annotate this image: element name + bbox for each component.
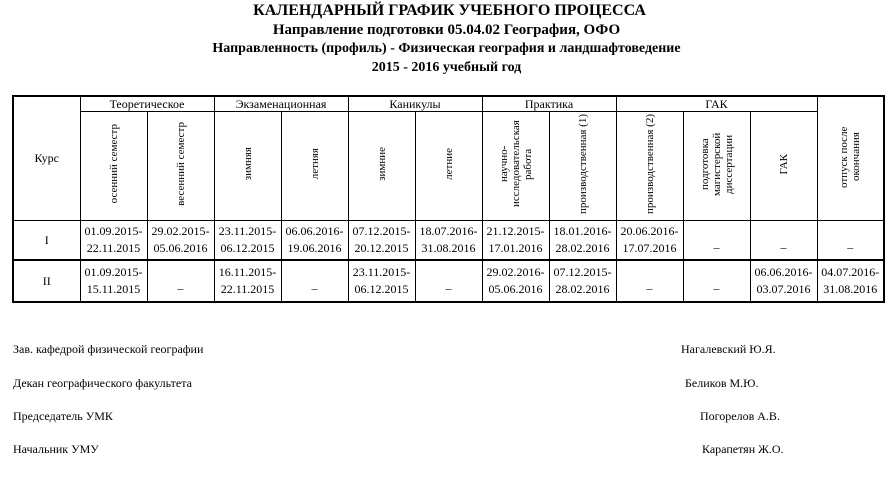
signature-role: Зав. кафедрой физической географии (13, 342, 204, 356)
subhead-production1: производственная (1) (549, 112, 616, 221)
date-cell: 20.06.2016- 17.07.2016 (616, 221, 683, 261)
academic-year: 2015 - 2016 учебный год (371, 60, 522, 75)
table-row (13, 221, 884, 261)
date-cell: – (683, 221, 750, 261)
date-cell: 18.07.2016- 31.08.2016 (415, 221, 482, 261)
date-cell: – (750, 221, 817, 261)
subhead-hol-summer: летние (415, 112, 482, 221)
subhead-leave: отпуск после окончания (817, 96, 884, 221)
date-cell: – (616, 260, 683, 302)
page-title: КАЛЕНДАРНЫЙ ГРАФИК УЧЕБНОГО ПРОЦЕССА (253, 2, 646, 19)
date-cell: 07.12.2015- 28.02.2016 (549, 260, 616, 302)
signature-name: Нагалевский Ю.Я. (681, 342, 776, 356)
date-cell: 29.02.2016- 05.06.2016 (482, 260, 549, 302)
date-cell: – (147, 260, 214, 302)
subhead-production2: производственная (2) (616, 112, 683, 221)
group-holidays: Каникулы (348, 96, 482, 112)
group-gak: ГАК (616, 96, 817, 112)
date-cell: – (683, 260, 750, 302)
signature-name: Погорелов А.В. (700, 409, 780, 423)
date-cell: 18.01.2016- 28.02.2016 (549, 221, 616, 261)
date-cell: 06.06.2016- 19.06.2016 (281, 221, 348, 261)
date-cell: 16.11.2015- 22.11.2015 (214, 260, 281, 302)
signature-role: Начальник УМУ (13, 442, 99, 456)
subhead-hol-winter: зимние (348, 112, 415, 221)
date-cell: 04.07.2016- 31.08.2016 (817, 260, 884, 302)
subhead-exam-summer: летняя (281, 112, 348, 221)
date-cell: – (817, 221, 884, 261)
signature-role: Председатель УМК (13, 409, 113, 423)
date-cell: 29.02.2015- 05.06.2016 (147, 221, 214, 261)
course-cell: II (13, 260, 80, 302)
signature-role: Декан географического факультета (13, 376, 192, 390)
signature-name: Карапетян Ж.О. (702, 442, 784, 456)
subhead-exam-winter: зимняя (214, 112, 281, 221)
date-cell: 07.12.2015- 20.12.2015 (348, 221, 415, 261)
date-cell: – (281, 260, 348, 302)
subhead-gak: ГАК (750, 112, 817, 221)
date-cell: 23.11.2015- 06.12.2015 (348, 260, 415, 302)
date-cell: 23.11.2015- 06.12.2015 (214, 221, 281, 261)
subhead-autumn: осенний семестр (80, 112, 147, 221)
profile-line: Направленность (профиль) - Физическая география и ландшафтоведение (212, 41, 681, 56)
date-cell: 06.06.2016- 03.07.2016 (750, 260, 817, 302)
subhead-research: научно-исследовательская работа (482, 112, 549, 221)
subhead-thesis: подготовка магистерской диссертации (683, 112, 750, 221)
subhead-spring: весенний семестр (147, 112, 214, 221)
table-row (13, 260, 884, 302)
direction-line: Направление подготовки 05.04.02 География, ОФО (272, 22, 621, 38)
date-cell: 01.09.2015- 22.11.2015 (80, 221, 147, 261)
signature-name: Беликов М.Ю. (685, 376, 759, 390)
group-theory: Теоретическое (80, 96, 214, 112)
date-cell: 01.09.2015- 15.11.2015 (80, 260, 147, 302)
date-cell: – (415, 260, 482, 302)
course-header: Курс (13, 96, 80, 221)
date-cell: 21.12.2015- 17.01.2016 (482, 221, 549, 261)
course-cell: I (13, 221, 80, 261)
schedule-table (12, 95, 885, 303)
group-practice: Практика (482, 96, 616, 112)
group-exam: Экзаменационная (214, 96, 348, 112)
